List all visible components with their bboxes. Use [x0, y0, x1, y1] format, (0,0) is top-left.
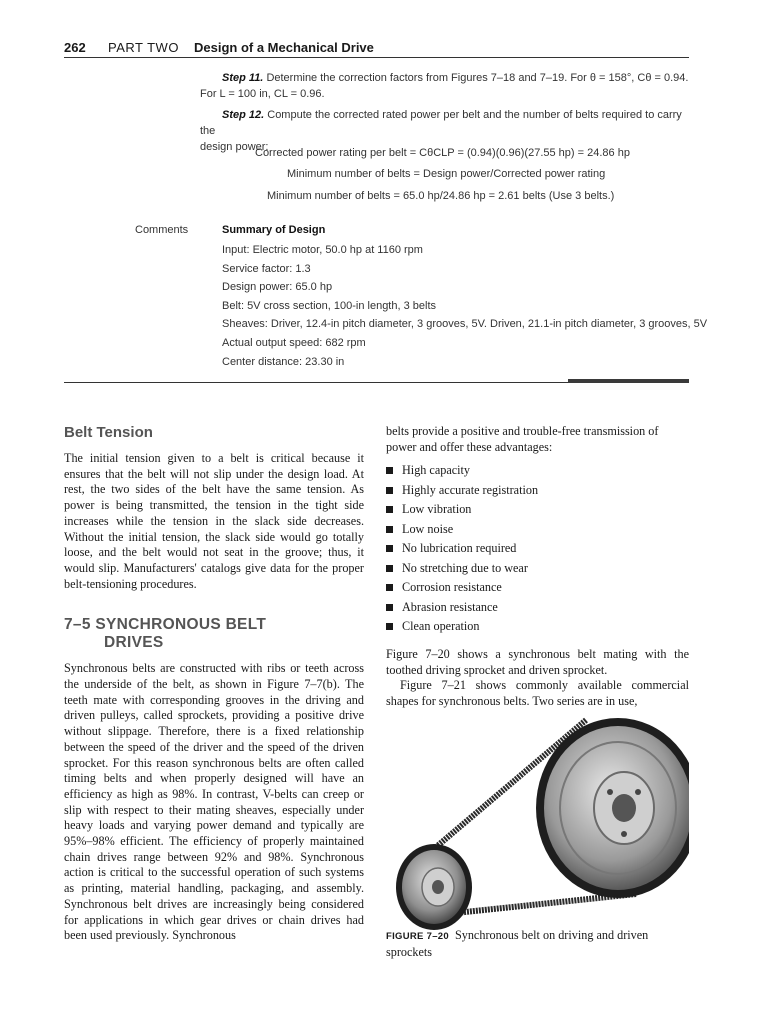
- step-12-label: Step 12.: [222, 109, 265, 121]
- section-heading-synchronous: [64, 616, 364, 652]
- right-column: [386, 424, 689, 710]
- equation-corrected-power: Corrected power rating per belt = CθCLP = (0.94)(0.96)(27.55 hp) = 24.86 hp: [255, 147, 630, 159]
- list-item: Highly accurate registration: [386, 481, 689, 501]
- equation-min-belts-value: Minimum number of belts = 65.0 hp/24.86 hp = 2.61 belts (Use 3 belts.): [267, 190, 615, 202]
- header-rule: [64, 57, 689, 58]
- chapter-title: Design of a Mechanical Drive: [194, 40, 374, 55]
- bullet-square-icon: [386, 565, 393, 572]
- summary-item: Center distance: 23.30 in: [222, 355, 345, 368]
- section-heading-line1: 7–5 SYNCHRONOUS BELT: [64, 616, 267, 634]
- list-item: Low vibration: [386, 500, 689, 520]
- section-heading-line2: DRIVES: [104, 634, 164, 652]
- list-item: High capacity: [386, 461, 689, 481]
- bullet-square-icon: [386, 584, 393, 591]
- bullet-square-icon: [386, 467, 393, 474]
- step-11: [200, 70, 692, 86]
- equation-min-belts: Minimum number of belts = Design power/Corrected power rating: [287, 168, 606, 180]
- summary-item: Design power: 65.0 hp: [222, 281, 333, 294]
- list-item: No lubrication required: [386, 539, 689, 559]
- left-column: [64, 424, 364, 944]
- summary-item: Belt: 5V cross section, 100-in length, 3 belts: [222, 299, 437, 312]
- step-11-label: Step 11.: [222, 72, 264, 84]
- step-11-cont: For L = 100 in, CL = 0.96.: [200, 88, 325, 100]
- bullet-square-icon: [386, 526, 393, 533]
- summary-item: Service factor: 1.3: [222, 262, 311, 275]
- comments-label: Comments: [135, 224, 189, 236]
- bullet-square-icon: [386, 623, 393, 630]
- section-rule-accent: [568, 379, 689, 383]
- page-number: 262: [64, 40, 86, 55]
- bullet-square-icon: [386, 604, 393, 611]
- shapes-paragraph: Figure 7–21 shows commonly available commercial shapes for synchronous belts. Two series are in use,: [386, 678, 689, 709]
- figure-caption-text: Synchronous belt on driving and driven sprockets: [386, 928, 649, 959]
- design-summary: [222, 224, 708, 371]
- list-item: Corrosion resistance: [386, 578, 689, 598]
- step-12-text: Compute the corrected rated power per belt and the number of belts required to carry the: [200, 109, 682, 137]
- list-item: Low noise: [386, 520, 689, 540]
- step-12-cont: design power:: [200, 141, 269, 153]
- step-12: [200, 107, 692, 139]
- summary-item: Actual output speed: 682 rpm: [222, 336, 366, 349]
- belt-drive-illustration: [386, 712, 689, 932]
- bullet-square-icon: [386, 506, 393, 513]
- bullet-square-icon: [386, 545, 393, 552]
- list-item: Abrasion resistance: [386, 598, 689, 618]
- synchronous-paragraph: Synchronous belts are constructed with ribs or teeth across the underside of the belt, as shown in Figure 7–7(b). The teeth mate with corresponding grooves in the driving and driven pulleys, called sprockets, providing a positive drive without slippage. Therefore, there is a fixed relationship between the speed of the driver and the speed of the driven sprocket. For this reason synchronous belts are often called timing belts and when properly designed will have an efficiency as high as 98%. In contrast, V-belts can creep or slip with respect to their mating sheaves, especially under heavy loads and varying power demand and typically are 95%–98% efficient. The efficiency of properly maintained chain drives range between 92% and 98%. Synchronous action is critical to the successful operation of such systems as printing, material handling, packaging, and assembly. Synchronous belt drives are increasingly being considered for applications in which gear drives or chain drives had been used previously. Synchronous: [64, 661, 364, 943]
- advantages-intro: belts provide a positive and trouble-free transmission of power and offer these advantages:: [386, 424, 659, 454]
- summary-item: Sheaves: Driver, 12.4-in pitch diameter, 3 grooves, 5V. Driven, 21.1-in pitch diameter, 3 grooves, 5V: [222, 318, 708, 331]
- advantages-list: [386, 461, 689, 637]
- summary-item: Input: Electric motor, 50.0 hp at 1160 rpm: [222, 244, 423, 256]
- figure-caption: [386, 928, 689, 960]
- summary-title: Summary of Design: [222, 224, 326, 236]
- design-steps: [200, 70, 692, 155]
- figure-reference-paragraph: Figure 7–20 shows a synchronous belt mating with the toothed driving sprocket and driven sprocket.: [386, 646, 689, 677]
- bullet-square-icon: [386, 487, 393, 494]
- belt-drive-figure: [386, 712, 689, 932]
- part-label: PART TWO: [108, 40, 179, 55]
- section-heading-belt-tension: Belt Tension: [64, 424, 153, 441]
- figure-label: FIGURE 7–20: [386, 931, 449, 942]
- step-11-text: Determine the correction factors from Figures 7–18 and 7–19. For θ = 158°, Cθ = 0.94.: [266, 72, 689, 84]
- belt-tension-paragraph: The initial tension given to a belt is critical because it ensures that the belt will not slip under the design load. At rest, the two sides of the belt have the same tension. As power is being transmitted, the tension in the tight side increases while the tension in the slack side decreases. Without the initial tension, the slack side would go totally loose, and the belt would not seat in the groove; thus, it would slip. Manufacturers' catalogs give data for the proper belt-tensioning procedures.: [64, 451, 364, 591]
- list-item: Clean operation: [386, 617, 689, 637]
- list-item: No stretching due to wear: [386, 559, 689, 579]
